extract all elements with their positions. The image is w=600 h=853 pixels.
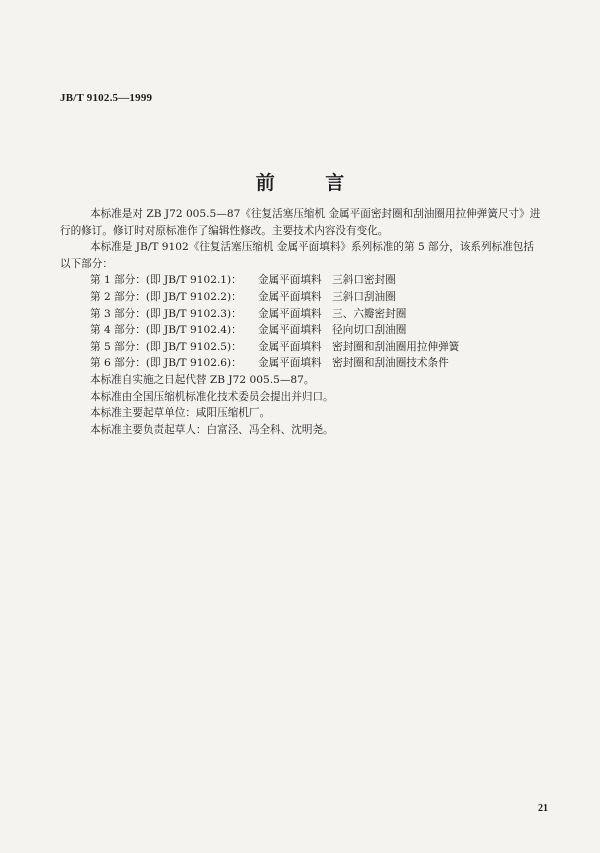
paragraph-proposer: 本标准由全国压缩机标准化技术委员会提出并归口。 bbox=[90, 390, 334, 403]
paragraph-series bbox=[60, 239, 542, 272]
part-name: 金属平面填料 径向切口刮油圈 bbox=[258, 324, 407, 337]
paragraph-drafters: 本标准主要负责起草人：白富泾、冯全科、沈明尧。 bbox=[90, 423, 334, 436]
list-item bbox=[90, 355, 542, 372]
paragraph-line: 行的修订。修订时对原标准作了编辑性修改。主要技术内容没有变化。 bbox=[60, 224, 389, 237]
standard-code: JB/T 9102.5—1999 bbox=[60, 92, 153, 104]
part-id: 第 4 部分：(即 JB/T 9102.4)： bbox=[90, 324, 242, 337]
part-name: 金属平面填料 密封圈和刮油圈技术条件 bbox=[258, 357, 449, 370]
page-number: 21 bbox=[538, 803, 548, 814]
list-item bbox=[90, 272, 542, 289]
part-name: 金属平面填料 三、六瓣密封圈 bbox=[258, 307, 407, 320]
list-item bbox=[90, 322, 542, 339]
list-item bbox=[90, 289, 542, 306]
part-id: 第 5 部分：(即 JB/T 9102.5)： bbox=[90, 340, 242, 353]
part-id: 第 2 部分：(即 JB/T 9102.2)： bbox=[90, 290, 242, 303]
paragraph-revision bbox=[60, 206, 542, 239]
page-title: 前 言 bbox=[255, 172, 367, 194]
list-item bbox=[90, 306, 542, 323]
foreword-body bbox=[60, 206, 542, 438]
paragraph-drafting-unit: 本标准主要起草单位：咸阳压缩机厂。 bbox=[90, 407, 271, 420]
list-item bbox=[90, 339, 542, 356]
part-name: 金属平面填料 三斜口刮油圈 bbox=[258, 290, 396, 303]
part-name: 金属平面填料 密封圈和刮油圈用拉伸弹簧 bbox=[258, 340, 460, 353]
part-id: 第 1 部分：(即 JB/T 9102.1)： bbox=[90, 274, 242, 287]
parts-list bbox=[90, 272, 542, 372]
paragraph-line: 本标准是 JB/T 9102《往复活塞压缩机 金属平面填料》系列标准的第 5 部分，该系列标准包括 bbox=[90, 241, 534, 254]
part-id: 第 6 部分：(即 JB/T 9102.6)： bbox=[90, 357, 242, 370]
part-name: 金属平面填料 三斜口密封圈 bbox=[258, 274, 396, 287]
paragraph-effective: 本标准自实施之日起代替 ZB J72 005.5—87。 bbox=[90, 373, 315, 386]
paragraph-line: 本标准是对 ZB J72 005.5—87《往复活塞压缩机 金属平面密封圈和刮油圈用拉伸弹簧尺寸》进 bbox=[90, 208, 541, 220]
part-id: 第 3 部分：(即 JB/T 9102.3)： bbox=[90, 307, 242, 320]
paragraph-line: 以下部分： bbox=[60, 257, 113, 270]
